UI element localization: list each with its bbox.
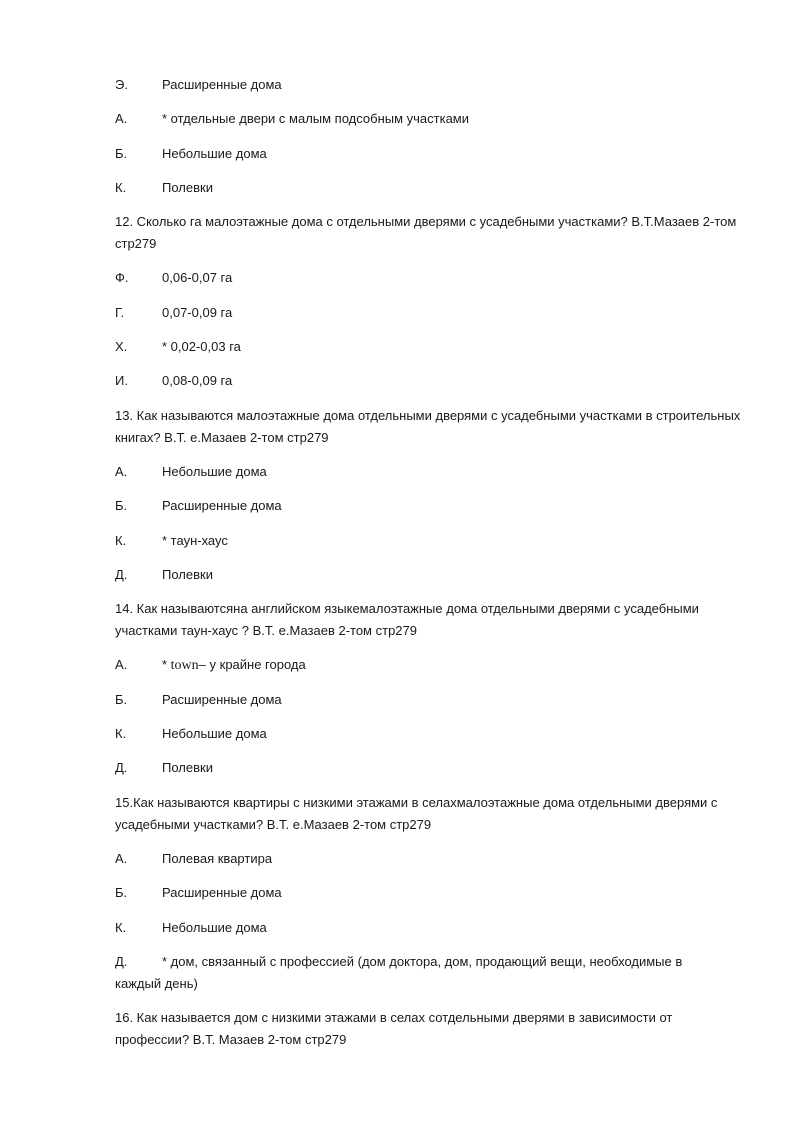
option-letter: Х.	[115, 339, 128, 355]
option	[115, 723, 745, 745]
option-letter: А.	[115, 850, 128, 866]
option-letter: К.	[115, 726, 127, 742]
option-text: Расширенные дома	[162, 498, 282, 514]
option	[115, 461, 745, 483]
option	[115, 917, 745, 939]
question-13: 13. Как называются малоэтажные дома отдельными дверями с усадебными участками в строительных книгах? В.Т. е.Мазаев 2-том стр279	[115, 407, 741, 445]
option-text: 0,07-0,09 га	[162, 304, 233, 320]
option-text: 0,06-0,07 га	[162, 270, 233, 286]
option-text: Расширенные дома	[162, 77, 282, 92]
option	[115, 882, 745, 904]
option-letter: Б.	[115, 498, 128, 514]
option-text: Расширенные дома	[162, 691, 282, 707]
option-multiline	[115, 951, 745, 995]
option	[115, 530, 745, 552]
option-text: * таун-хаус	[162, 532, 228, 548]
option-letter: К.	[115, 919, 127, 935]
option-text-suffix: – у крайне города	[198, 657, 306, 673]
option	[115, 74, 745, 96]
option-text-continuation: каждый день)	[115, 975, 198, 991]
option-letter: А.	[115, 657, 128, 673]
option-letter: Г.	[115, 304, 125, 320]
option-text: Расширенные дома	[162, 885, 282, 901]
option-text: * отдельные двери с малым подсобным участками	[162, 111, 470, 127]
option-text: Небольшие дома	[162, 919, 267, 935]
option-letter: Б.	[115, 145, 128, 161]
option-text	[162, 654, 745, 676]
option	[115, 848, 745, 870]
option	[115, 757, 745, 779]
option	[115, 108, 745, 130]
option-letter: А.	[115, 463, 128, 479]
option	[115, 654, 745, 676]
option-letter: Ф.	[115, 270, 129, 286]
option-text-prefix: *	[162, 657, 171, 673]
option-text: * дом, связанный с профессией (дом доктора, дом, продающий вещи, необходимые в	[162, 953, 683, 969]
option	[115, 495, 745, 517]
option	[115, 177, 745, 199]
question-16: 16. Как называется дом с низкими этажами в селах сотдельными дверями в зависимости от профессии? В.Т. Мазаев 2-том стр279	[115, 1010, 673, 1048]
option	[115, 689, 745, 711]
option-letter: Д.	[115, 760, 128, 776]
option-text: Небольшие дома	[162, 726, 267, 742]
option-letter: А.	[115, 111, 128, 127]
option	[115, 370, 745, 392]
option-text: 0,08-0,09 га	[162, 373, 233, 389]
option-text: Полевки	[162, 566, 213, 582]
option-text: Полевая квартира	[162, 850, 273, 866]
option-text: Полевки	[162, 760, 213, 776]
option-letter: Д.	[115, 566, 128, 582]
option	[115, 267, 745, 289]
option-letter: Б.	[115, 691, 128, 707]
option	[115, 143, 745, 165]
question-12: 12. Сколько га малоэтажные дома с отдельными дверями с усадебными участками? В.Т.Мазаев 2-том стр279	[115, 214, 737, 252]
option-letter: Д.	[115, 953, 128, 969]
option-text: Небольшие дома	[162, 463, 267, 479]
option	[115, 336, 745, 358]
option-text-town: town	[170, 658, 199, 674]
document-page	[115, 74, 745, 1063]
option-letter: К.	[115, 532, 127, 548]
option-text: Полевки	[162, 179, 213, 195]
question-14: 14. Как называютсяна английском языкемалоэтажные дома отдельными дверями с усадебными участками таун-хаус ? В.Т. е.Мазаев 2-том стр279	[115, 601, 699, 639]
option-letter: И.	[115, 373, 128, 389]
question-15: 15.Как называются квартиры с низкими этажами в селахмалоэтажные дома отдельными дверями с усадебными участками? В.Т. е.Мазаев 2-том стр279	[115, 794, 718, 832]
option	[115, 302, 745, 324]
option-text: * 0,02-0,03 га	[162, 339, 241, 355]
option-text: Небольшие дома	[162, 145, 267, 161]
option-letter: Э.	[115, 77, 128, 92]
option-letter: К.	[115, 179, 127, 195]
option	[115, 564, 745, 586]
option-letter: Б.	[115, 885, 128, 901]
